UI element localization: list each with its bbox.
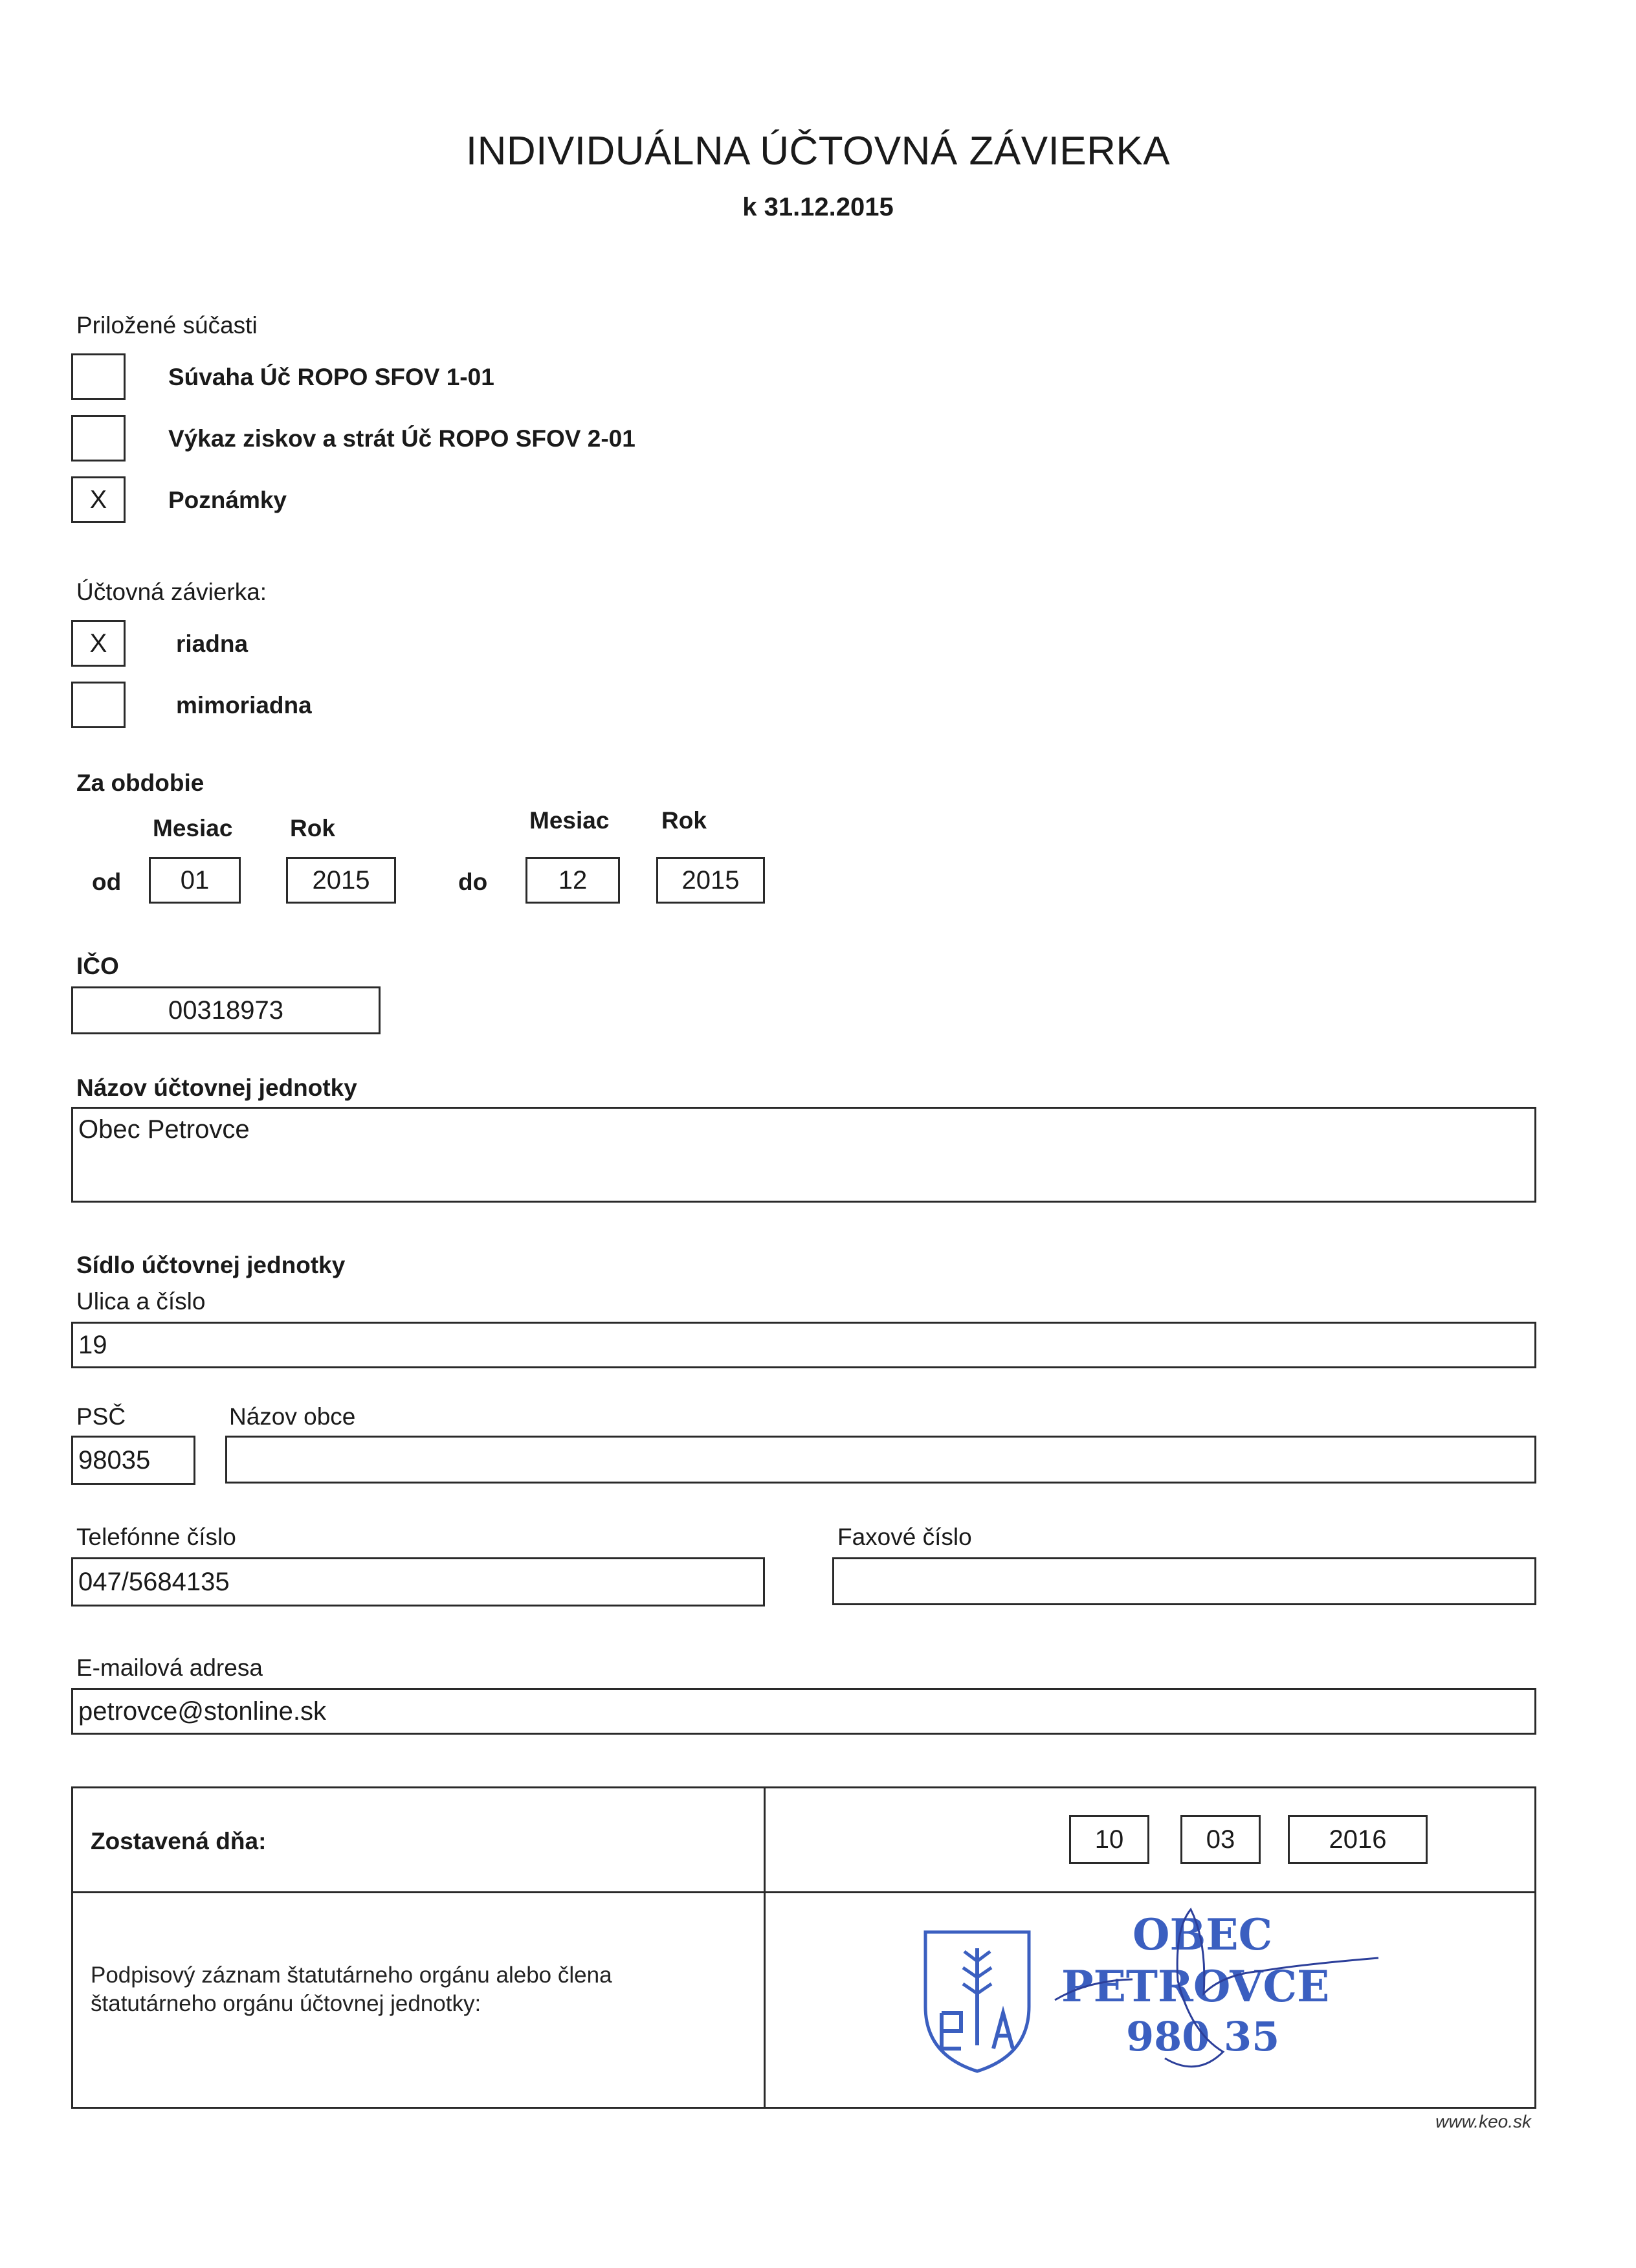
street-field[interactable]: 19: [71, 1322, 1536, 1368]
email-field[interactable]: petrovce@stonline.sk: [71, 1688, 1536, 1735]
period-to-label: do: [458, 869, 488, 895]
signature-description-line-2: štatutárneho orgánu účtovnej jednotky:: [91, 1991, 481, 2016]
fax-label: Faxové číslo: [837, 1524, 972, 1550]
to-year-field[interactable]: 2015: [656, 857, 765, 904]
stamp-line-2: PETROVCE: [1061, 1961, 1330, 2012]
checkbox-suvaha[interactable]: [71, 353, 126, 400]
handwritten-signature-icon: [1029, 1903, 1391, 2091]
from-year-label: Rok: [290, 815, 335, 841]
from-month-label: Mesiac: [153, 815, 233, 841]
entity-name-label: Názov účtovnej jednotky: [76, 1074, 357, 1101]
document-date: k 31.12.2015: [742, 193, 894, 221]
footer-url: www.keo.sk: [1435, 2111, 1531, 2131]
compiled-month-field[interactable]: 03: [1180, 1815, 1261, 1864]
checkbox-poznamky[interactable]: X: [71, 476, 126, 523]
to-month-label: Mesiac: [529, 807, 610, 834]
from-month-field[interactable]: 01: [149, 857, 241, 904]
entity-name-field[interactable]: Obec Petrovce: [71, 1107, 1536, 1203]
from-year-field[interactable]: 2015: [286, 857, 396, 904]
period-heading: Za obdobie: [76, 770, 204, 796]
document-title: INDIVIDUÁLNA ÚČTOVNÁ ZÁVIERKA: [465, 129, 1171, 173]
checkbox-poznamky-label: Poznámky: [168, 487, 287, 513]
street-label: Ulica a číslo: [76, 1288, 206, 1315]
statement-type-heading: Účtovná závierka:: [76, 579, 267, 605]
checkbox-mimoriadna-label: mimoriadna: [176, 692, 312, 718]
attachments-heading: Priložené súčasti: [76, 312, 258, 339]
ico-field[interactable]: 00318973: [71, 986, 381, 1034]
signature-description: [91, 1961, 612, 2018]
compiled-day-field[interactable]: 10: [1069, 1815, 1149, 1864]
checkbox-vykaz[interactable]: [71, 415, 126, 461]
psc-field[interactable]: 98035: [71, 1436, 195, 1485]
city-field[interactable]: [225, 1436, 1536, 1484]
ico-label: IČO: [76, 953, 119, 979]
to-year-label: Rok: [661, 807, 707, 834]
stamp-line-1: OBEC: [1133, 1909, 1273, 1960]
checkbox-riadna-label: riadna: [176, 630, 249, 657]
compiled-year-field[interactable]: 2016: [1288, 1815, 1428, 1864]
checkbox-suvaha-label: Súvaha Úč ROPO SFOV 1-01: [168, 364, 494, 390]
period-from-label: od: [92, 869, 122, 895]
to-month-field[interactable]: 12: [525, 857, 620, 904]
checkbox-vykaz-label: Výkaz ziskov a strát Úč ROPO SFOV 2-01: [168, 425, 636, 452]
signature-description-line-1: Podpisový záznam štatutárneho orgánu alebo člena: [91, 1962, 612, 1988]
fax-field[interactable]: [832, 1557, 1536, 1605]
stamp-line-3: 980 35: [1126, 2013, 1280, 2060]
email-label: E-mailová adresa: [76, 1654, 263, 1681]
address-heading: Sídlo účtovnej jednotky: [76, 1252, 346, 1278]
city-label: Názov obce: [229, 1403, 356, 1430]
phone-field[interactable]: 047/5684135: [71, 1557, 765, 1606]
psc-label: PSČ: [76, 1403, 126, 1430]
coat-of-arms-icon: [912, 1916, 1042, 2078]
checkbox-riadna[interactable]: X: [71, 620, 126, 667]
signature-table-col-divider: [764, 1786, 766, 2109]
compiled-date-label: Zostavená dňa:: [91, 1828, 267, 1854]
checkbox-mimoriadna[interactable]: [71, 682, 126, 728]
phone-label: Telefónne číslo: [76, 1524, 236, 1550]
official-stamp: [912, 1903, 1398, 2091]
signature-table-row-divider: [71, 1891, 1536, 1893]
